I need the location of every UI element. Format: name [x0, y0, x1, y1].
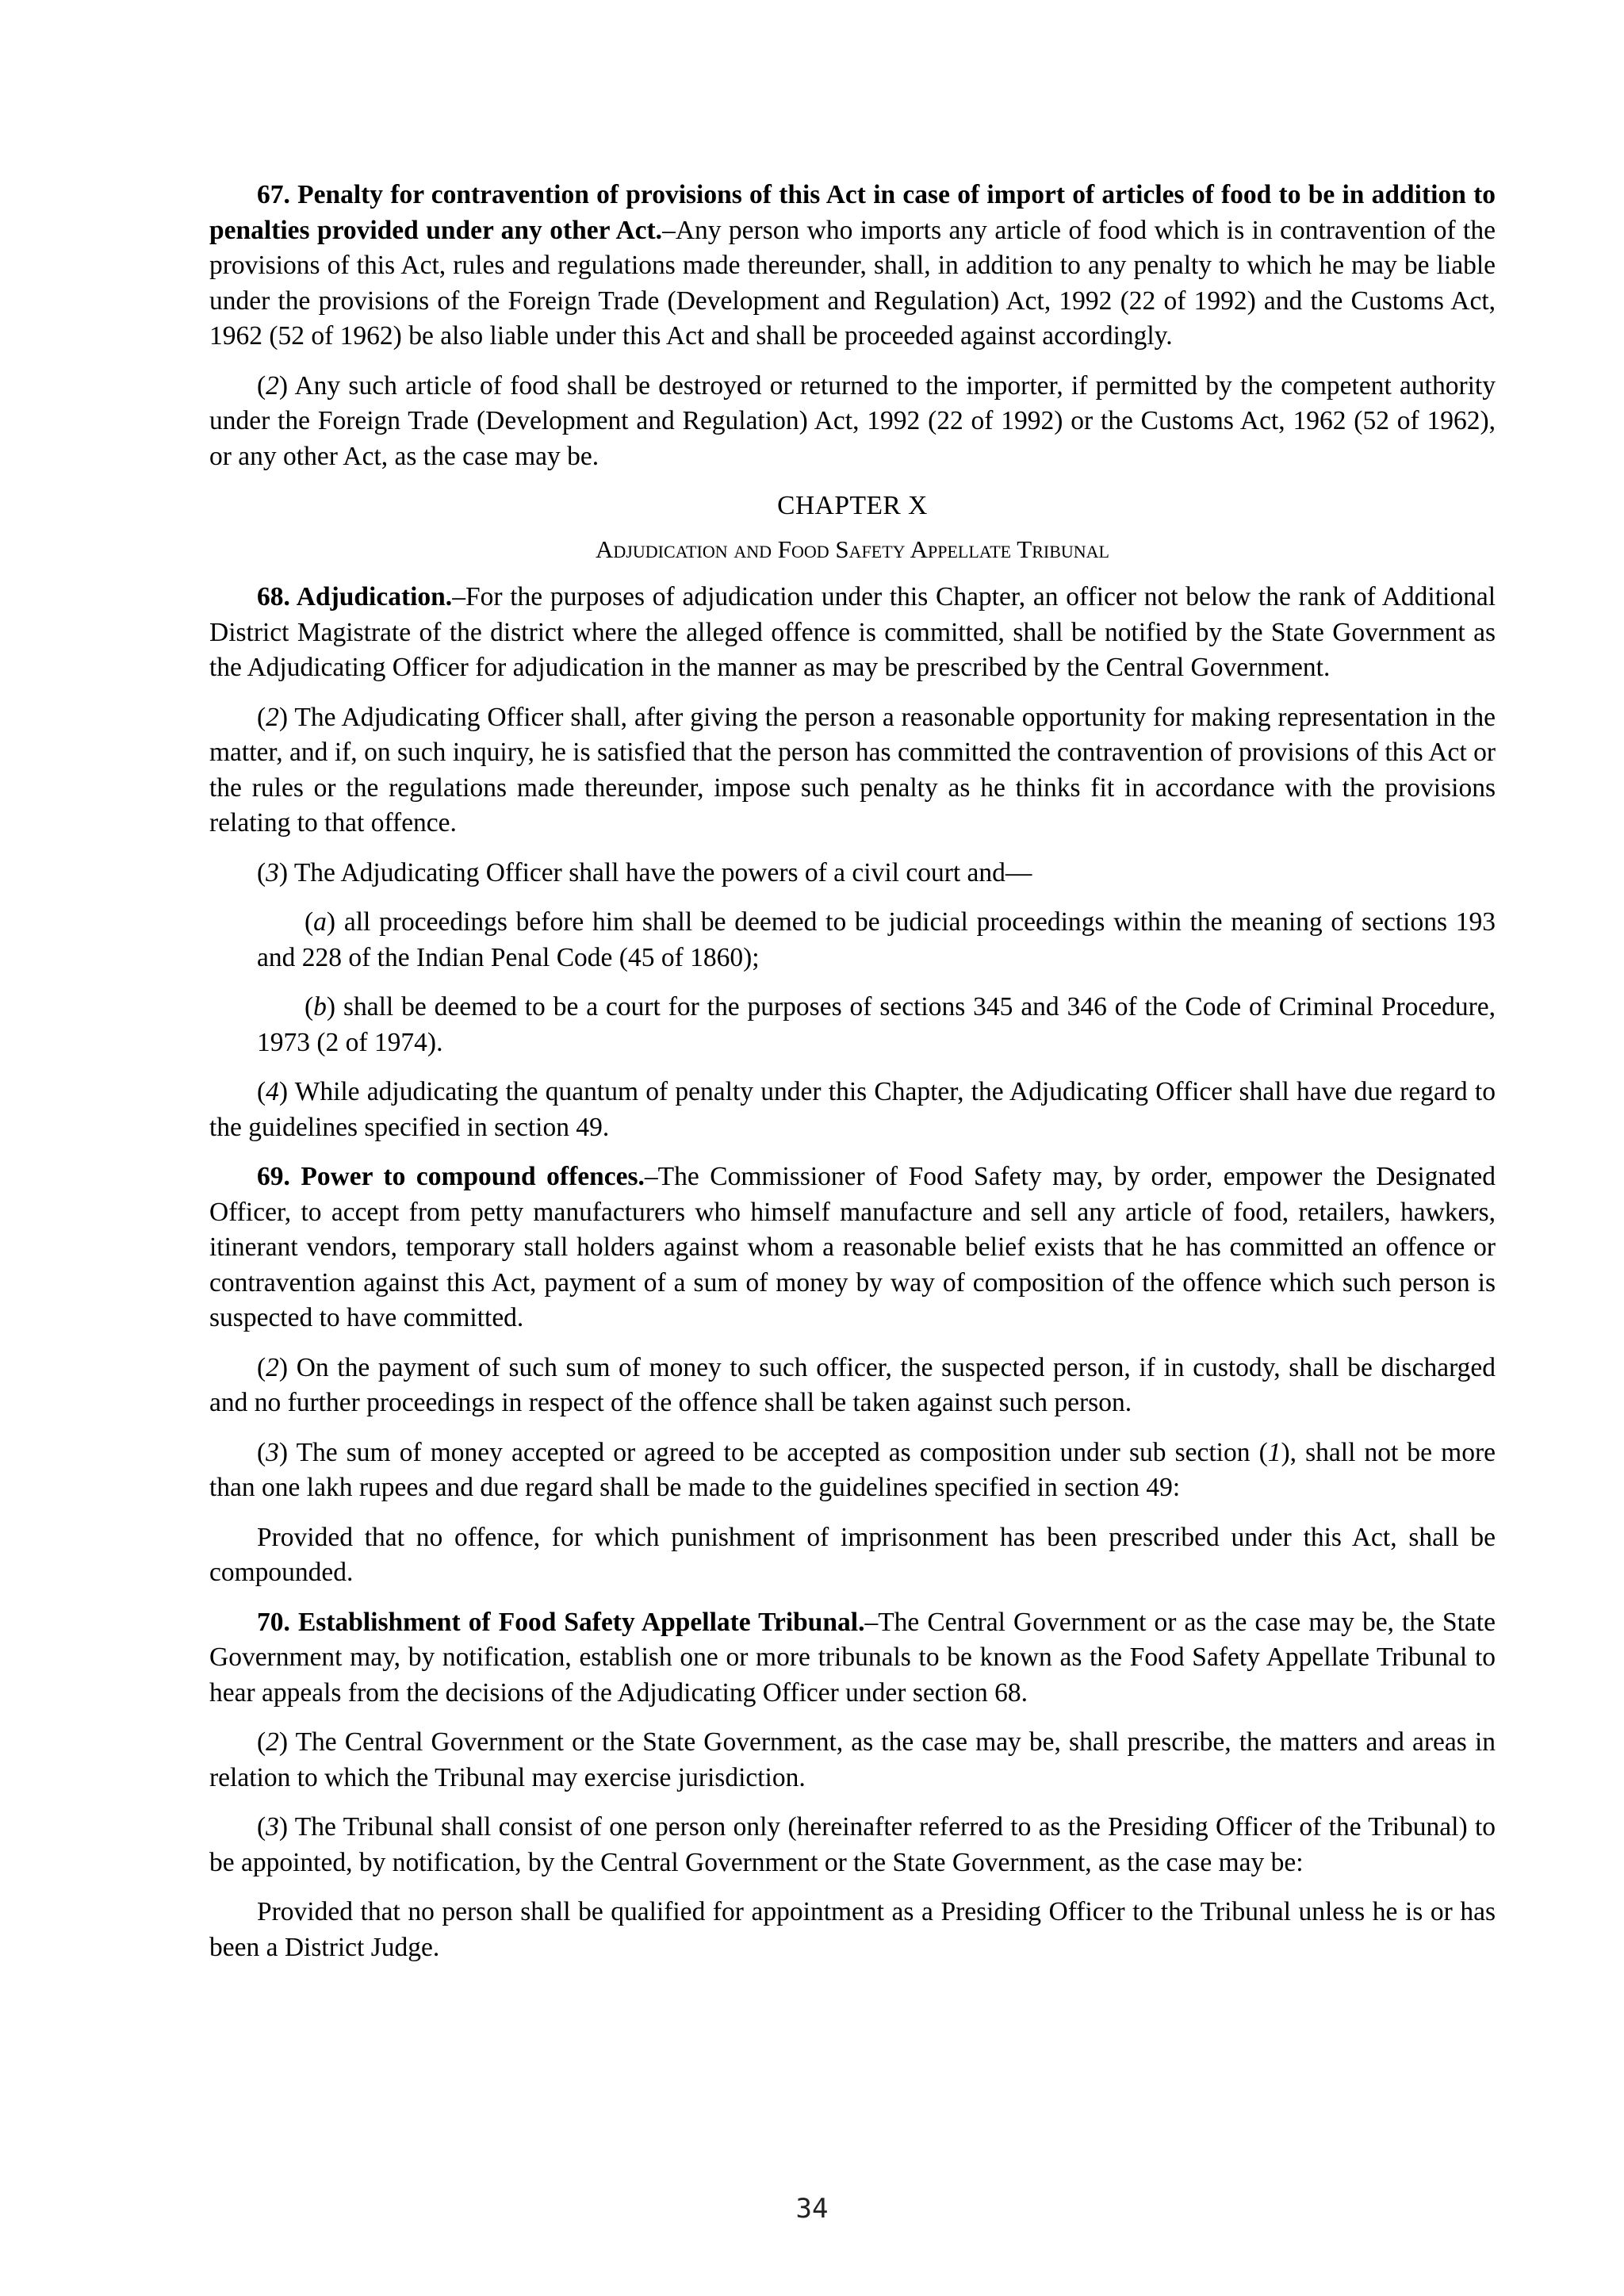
subsection-text: On the payment of such sum of money to such officer, the suspected person, if in custody, shall be discharged and no further proceedings in respect of the offence shall be taken against such person.: [209, 1352, 1496, 1417]
section-70-paragraph: [209, 1605, 1496, 1711]
section-68-paragraph: [209, 580, 1496, 686]
subsection-number: 2: [266, 370, 279, 401]
section-68-subsection-3: (3) The Adjudicating Officer shall have the powers of a civil court and—: [257, 857, 1032, 887]
section-69-heading: 69. Power to compound offences.: [257, 1162, 645, 1191]
section-68-clause-a: (a) all proceedings before him shall be deemed to be judicial proceedings within the meaning of sections 193 and 228 of the Indian Penal Code (45 of 1860);: [257, 907, 1496, 972]
subsection-number: 2: [266, 1727, 279, 1757]
section-67-subsection-2: (2) Any such article of food shall be destroyed or returned to the importer, if permitted by the competent authority under the Foreign Trade (Development and Regulation) Act, 1992 (22 of 1992) or the Customs Act, 1962 (52 of 1962), or any other Act, as the case may be.: [209, 370, 1496, 471]
subsection-text: ), shall not be more than one lakh rupees and due regard shall be made to the guidelines specified in section 49:: [209, 1437, 1496, 1502]
subsection-number: 2: [266, 702, 279, 732]
section-68-text: –For the purposes of adjudication under this Chapter, an officer not below the rank of Additional District Magistrate of the district where the alleged offence is committed, shall be notified by the State Government as the Adjudicating Officer for adjudication in the manner as may be prescribed by the Central Government.: [209, 582, 1496, 682]
section-70-subsection-2: (2) The Central Government or the State Government, as the case may be, shall prescribe, the matters and areas in relation to which the Tribunal may exercise jurisdiction.: [209, 1727, 1496, 1792]
chapter-title: CHAPTER X: [777, 491, 928, 520]
document-page: [209, 178, 1496, 1980]
section-68-subsection-2: (2) The Adjudicating Officer shall, after giving the person a reasonable opportunity for making representation in the matter, and if, on such inquiry, he is satisfied that the person has committed the contravention of provisions of this Act or the rules or the regulations made thereunder, impose such penalty as he thinks fit in accordance with the provisions relating to that offence.: [209, 702, 1496, 838]
section-69-subsection-3: (3) The sum of money accepted or agreed to be accepted as composition under sub section (1), shall not be more than one lakh rupees and due regard shall be made to the guidelines specified in section 49:: [209, 1437, 1496, 1502]
section-70-subsection-3: (3) The Tribunal shall consist of one person only (hereinafter referred to as the Presiding Officer of the Tribunal) to be appointed, by notification, by the Central Government or the State Government, as the case may be:: [209, 1812, 1496, 1877]
clause-text: all proceedings before him shall be deemed to be judicial proceedings within the meaning of sections 193 and 228 of the Indian Penal Code (45 of 1860);: [257, 907, 1496, 972]
section-70-proviso: Provided that no person shall be qualified for appointment as a Presiding Officer to the Tribunal unless he is or has been a District Judge.: [209, 1897, 1496, 1962]
subsection-text: The Central Government or the State Government, as the case may be, shall prescribe, the matters and areas in relation to which the Tribunal may exercise jurisdiction.: [209, 1727, 1496, 1792]
section-69-text: –The Commissioner of Food Safety may, by order, empower the Designated Officer, to accept from petty manufacturers who himself manufacture and sell any article of food, retailers, hawkers, itinerant vendors, temporary stall holders against whom a reasonable belief exists that he has committed an offence or contravention against this Act, payment of a sum of money by way of composition of the offence which such person is suspected to have committed.: [209, 1162, 1496, 1332]
clause-letter: b: [313, 992, 327, 1022]
subsection-text: Any such article of food shall be destroyed or returned to the importer, if permitted by the competent authority under the Foreign Trade (Development and Regulation) Act, 1992 (22 of 1992) or the Customs Act, 1962 (52 of 1962), or any other Act, as the case may be.: [209, 370, 1496, 471]
subsection-number: 3: [266, 1437, 279, 1467]
subsection-number: 4: [266, 1077, 279, 1106]
subsection-text: The sum of money accepted or agreed to be accepted as composition under sub section (: [288, 1437, 1268, 1467]
section-69-proviso: Provided that no offence, for which punishment of imprisonment has been prescribed under this Act, shall be compounded.: [209, 1522, 1496, 1587]
subsection-number: 3: [266, 857, 279, 887]
clause-letter: a: [313, 907, 327, 937]
subsection-text: The Adjudicating Officer shall have the powers of a civil court and—: [288, 857, 1032, 887]
subsection-number: 2: [266, 1352, 279, 1382]
subsection-text: The Adjudicating Officer shall, after giving the person a reasonable opportunity for making representation in the matter, and if, on such inquiry, he is satisfied that the person has committed the contravention of provisions of this Act or the rules or the regulations made thereunder, impose such penalty as he thinks fit in accordance with the provisions relating to that offence.: [209, 702, 1496, 838]
section-69-subsection-2: (2) On the payment of such sum of money to such officer, the suspected person, if in custody, shall be discharged and no further proceedings in respect of the offence shall be taken against such person.: [209, 1352, 1496, 1417]
clause-text: shall be deemed to be a court for the purposes of sections 345 and 346 of the Code of Criminal Procedure, 1973 (2 of 1974).: [257, 992, 1496, 1057]
subsection-text: While adjudicating the quantum of penalty under this Chapter, the Adjudicating Officer shall have due regard to the guidelines specified in section 49.: [209, 1077, 1496, 1142]
subsection-text: The Tribunal shall consist of one person only (hereinafter referred to as the Presiding Officer of the Tribunal) to be appointed, by notification, by the Central Government or the State Government, as the case may be:: [209, 1812, 1496, 1877]
subsection-reference: 1: [1267, 1437, 1281, 1467]
section-69-paragraph: [209, 1159, 1496, 1336]
subsection-number: 3: [266, 1812, 279, 1842]
page-number: 34: [795, 2193, 829, 2225]
section-68-clause-b: (b) shall be deemed to be a court for the purposes of sections 345 and 346 of the Code of Criminal Procedure, 1973 (2 of 1974).: [257, 992, 1496, 1057]
section-67-paragraph: [209, 178, 1496, 355]
section-67-heading: 67. Penalty for contravention of provisions of this Act in case of import of articles of food to be in addition to penalties provided under any other Act.: [209, 180, 1496, 245]
section-70-text: –The Central Government or as the case may be, the State Government may, by notification, establish one or more tribunals to be known as the Food Safety Appellate Tribunal to hear appeals from the decisions of the Adjudicating Officer under section 68.: [209, 1607, 1496, 1708]
chapter-subtitle: Adjudication and Food Safety Appellate Tribunal: [596, 535, 1109, 563]
section-70-heading: 70. Establishment of Food Safety Appellate Tribunal.: [257, 1607, 865, 1637]
section-68-heading: 68. Adjudication.: [257, 582, 453, 611]
section-67-text: –Any person who imports any article of food which is in contravention of the provisions of this Act, rules and regulations made thereunder, shall, in addition to any penalty to which he may be liable under the provisions of the Foreign Trade (Development and Regulation) Act, 1992 (22 of 1992) and the Customs Act, 1962 (52 of 1962) be also liable under this Act and shall be proceeded against accordingly.: [209, 215, 1496, 351]
section-68-subsection-4: (4) While adjudicating the quantum of penalty under this Chapter, the Adjudicating Officer shall have due regard to the guidelines specified in section 49.: [209, 1077, 1496, 1142]
